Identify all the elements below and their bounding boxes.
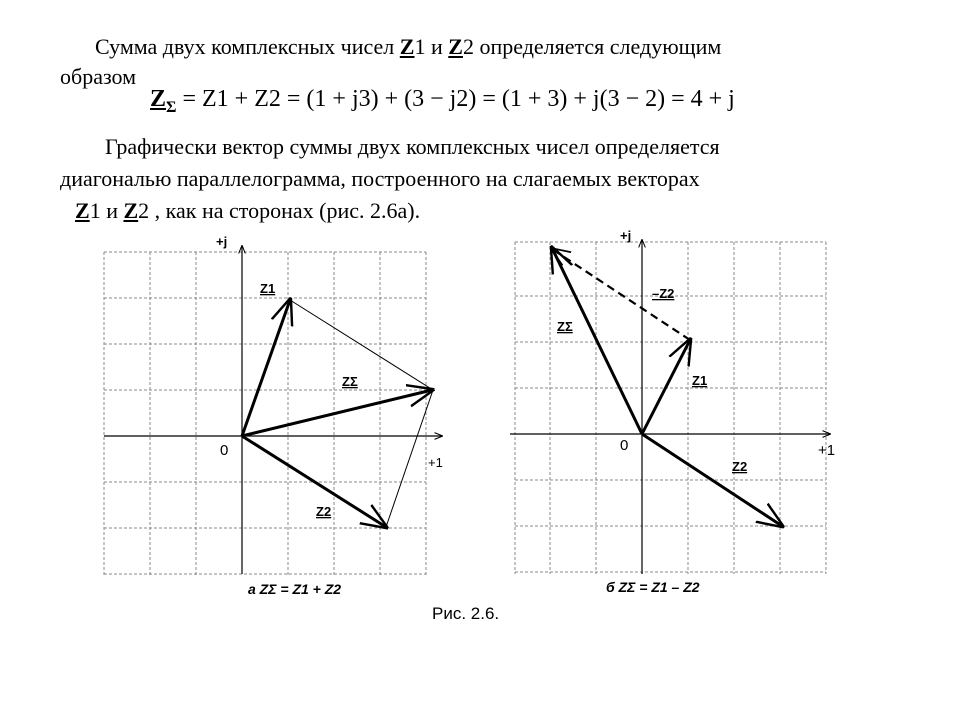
z1-symbol: Z	[399, 34, 415, 59]
z1-label-b: Z1	[692, 373, 708, 388]
zsum-label-a: ZΣ	[342, 374, 358, 389]
axis-y-label-a: +j	[216, 234, 228, 249]
z2-label-b: Z2	[732, 459, 748, 474]
p2-tail: , как на сторонах (рис. 2.6а).	[154, 198, 421, 223]
figure-a	[104, 234, 443, 597]
figure-b	[510, 228, 835, 595]
zsum-label-b: ZΣ	[557, 319, 573, 334]
p1-text-a: Сумма двух комплексных чисел	[95, 34, 395, 59]
origin-label-a: 0	[220, 442, 229, 459]
vector-zsum-b	[552, 248, 642, 434]
paragraph-1-line-2: образом	[60, 64, 137, 89]
caption-b: б ZΣ = Z1 – Z2	[606, 579, 700, 595]
p2-z2-subscript: 2	[138, 198, 150, 223]
axis-x-label-b: +1	[818, 442, 836, 459]
axis-x-label-a: +1	[428, 455, 443, 470]
p2-z2-symbol: Z	[123, 198, 139, 223]
vector-z1-b	[642, 340, 690, 434]
p2-z1-symbol: Z	[75, 198, 90, 223]
z2-subscript: 2	[462, 34, 474, 59]
paragraph-2-line-2: диагональю параллелограмма, построенного на слагаемых векторах	[60, 166, 700, 191]
p1-text-b: определяется следующим	[479, 34, 722, 59]
p1-conj: и	[430, 34, 443, 59]
axis-y-label-b: +j	[620, 228, 632, 243]
z1-subscript: 1	[414, 34, 426, 59]
p2-z1-subscript: 1	[89, 198, 101, 223]
paragraph-2-line-1: Графически вектор суммы двух комплексных чисел определяется	[105, 134, 720, 159]
parallelogram-top-a	[290, 300, 433, 390]
vector-z1-a	[242, 300, 290, 436]
grid-a	[104, 252, 426, 577]
z2-symbol: Z	[448, 34, 463, 59]
z1-label-a: Z1	[260, 281, 276, 296]
z2-label-a: Z2	[316, 504, 332, 519]
figure-caption: Рис. 2.6.	[432, 604, 500, 623]
origin-label-b: 0	[620, 437, 629, 454]
vector-zsum-a	[242, 390, 432, 436]
formula-rhs: = Z1 + Z2 = (1 + j3) + (3 − j2) = (1 + 3) + j(3 − 2) = 4 + j	[182, 86, 735, 112]
formula-lhs-sub: Σ	[166, 98, 177, 116]
p2-conj: и	[106, 198, 118, 223]
minus-z2-label-b: –Z2	[652, 286, 675, 301]
formula-lhs: Z	[150, 86, 167, 112]
caption-a: а ZΣ = Z1 + Z2	[248, 581, 342, 597]
